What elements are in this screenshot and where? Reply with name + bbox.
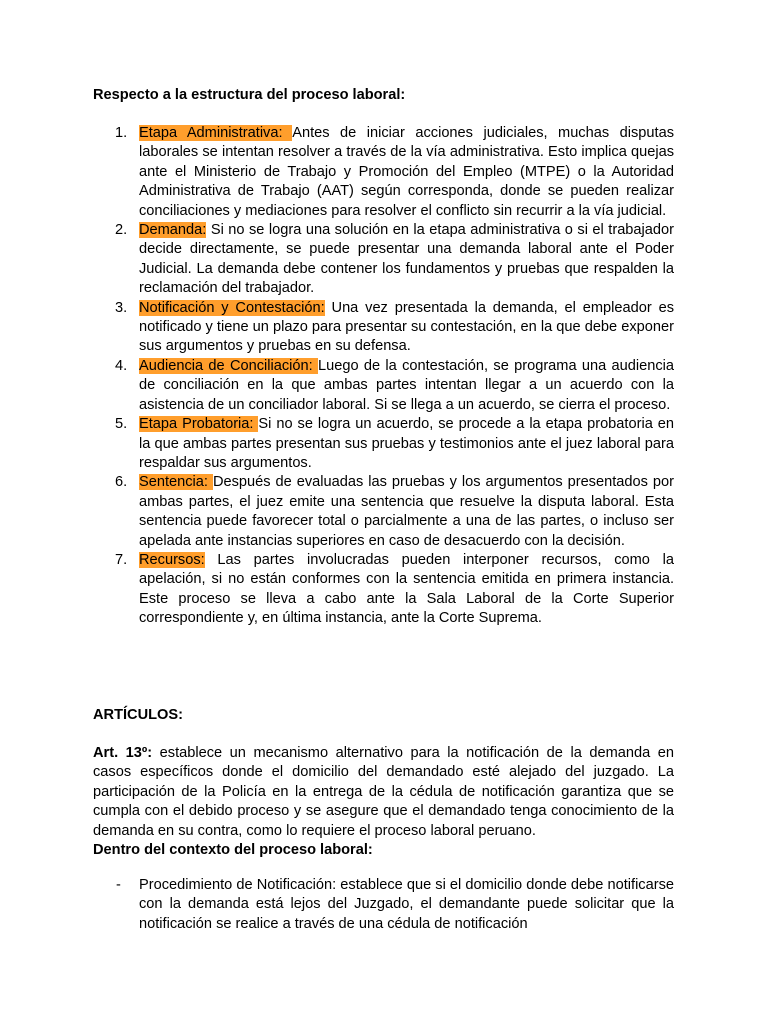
article-text: establece un mecanismo alternativo para la notificación de la demanda en casos específicos donde el domicilio del demandado esté alejado del juzgado. La participación de la Policía en la entrega de la cédula de notificación garantiza que se cumpla con el debido proceso y se asegure que el demandado tenga conocimiento de la demanda en su contra, como lo requiere el proceso laboral peruano. (93, 745, 674, 839)
step-text: Una vez presentada la demanda, el empleador es notificado y tiene un plazo para presentar su contestación, en la que debe exponer sus argumentos y pruebas en su defensa. (139, 299, 674, 355)
highlighted-term: Sentencia: (139, 474, 213, 491)
bullet-item (0, 876, 768, 934)
list-number: 3. (115, 299, 128, 316)
highlighted-term: Etapa Probatoria: (139, 416, 259, 433)
list-number: 4. (115, 357, 128, 374)
dash-bullet: - (116, 877, 121, 893)
step-text: Si no se logra un acuerdo, se procede a la etapa probatoria en la que ambas partes presentan sus pruebas y testimonios ante el juez laboral para respaldar sus argumentos. (139, 416, 674, 471)
process-steps-list (0, 124, 768, 629)
step-text: Luego de la contestación, se programa una audiencia de conciliación en la que ambas partes intentan llegar a un acuerdo con la asistencia de un conciliador laboral. Si se llega a un acuerdo, se cierra el proceso. (139, 357, 675, 413)
highlighted-term: Demanda: (139, 222, 207, 239)
list-item (0, 299, 768, 357)
step-text: Las partes involucradas pueden interponer recursos, como la apelación, si no están conformes con la sentencia emitida en primera instancia. Este proceso se lleva a cabo ante la Sala Laboral de la Corte Superior correspondiente y, en última instancia, ante la Corte Suprema. (139, 551, 674, 627)
article-13-paragraph (93, 744, 674, 841)
list-number: 5. (115, 416, 128, 433)
list-number: 6. (115, 474, 128, 491)
highlighted-term: Audiencia de Conciliación: (139, 357, 318, 374)
step-text: Antes de iniciar acciones judiciales, muchas disputas laborales se intentan resolver a través de la vía administrativa. Esto implica quejas ante el Ministerio de Trabajo y Promoción del Empleo (MTPE) o la Autoridad Administrativa de Trabajo (AAT) según corresponda, donde se pueden realizar conciliaciones y mediaciones para resolver el conflicto sin recurrir a la vía judicial. (139, 125, 674, 219)
step-text: Si no se logra una solución en la etapa administrativa o si el trabajador decide directamente, se puede presentar una demanda laboral ante el Poder Judicial. La demanda debe contener los fundamentos y pruebas que respalden la reclamación del trabajador. (139, 222, 674, 297)
step-text: Después de evaluadas las pruebas y los argumentos presentados por ambas partes, el juez emite una sentencia que resuelve la disputa laboral. Esta sentencia puede favorecer total o parcialmente a una de las partes, o incluso ser apelada ante instancias superiores en caso de desacuerdo con la decisión. (139, 474, 674, 549)
list-item (0, 415, 768, 473)
highlighted-term: Etapa Administrativa: (139, 125, 293, 141)
bullet-text: Procedimiento de Notificación: establece que si el domicilio donde debe notificarse con la demanda está lejos del Juzgado, el demandante puede solicitar que la notificación se realice a través de una cédula de notificación (139, 877, 674, 932)
list-item (0, 124, 768, 221)
list-number: 2. (115, 222, 128, 239)
article-lead: Art. 13º: (93, 745, 153, 761)
context-heading: Dentro del contexto del proceso laboral: (93, 842, 373, 858)
list-item (0, 357, 768, 415)
list-item (0, 221, 768, 299)
highlighted-term: Notificación y Contestación: (139, 299, 325, 316)
list-number: 7. (115, 551, 128, 568)
highlighted-term: Recursos: (139, 551, 205, 568)
section-heading: Respecto a la estructura del proceso laboral: (93, 87, 406, 103)
list-number: 1. (115, 125, 128, 141)
list-item (0, 551, 768, 629)
articles-heading: ARTÍCULOS: (93, 707, 183, 723)
list-item (0, 473, 768, 551)
